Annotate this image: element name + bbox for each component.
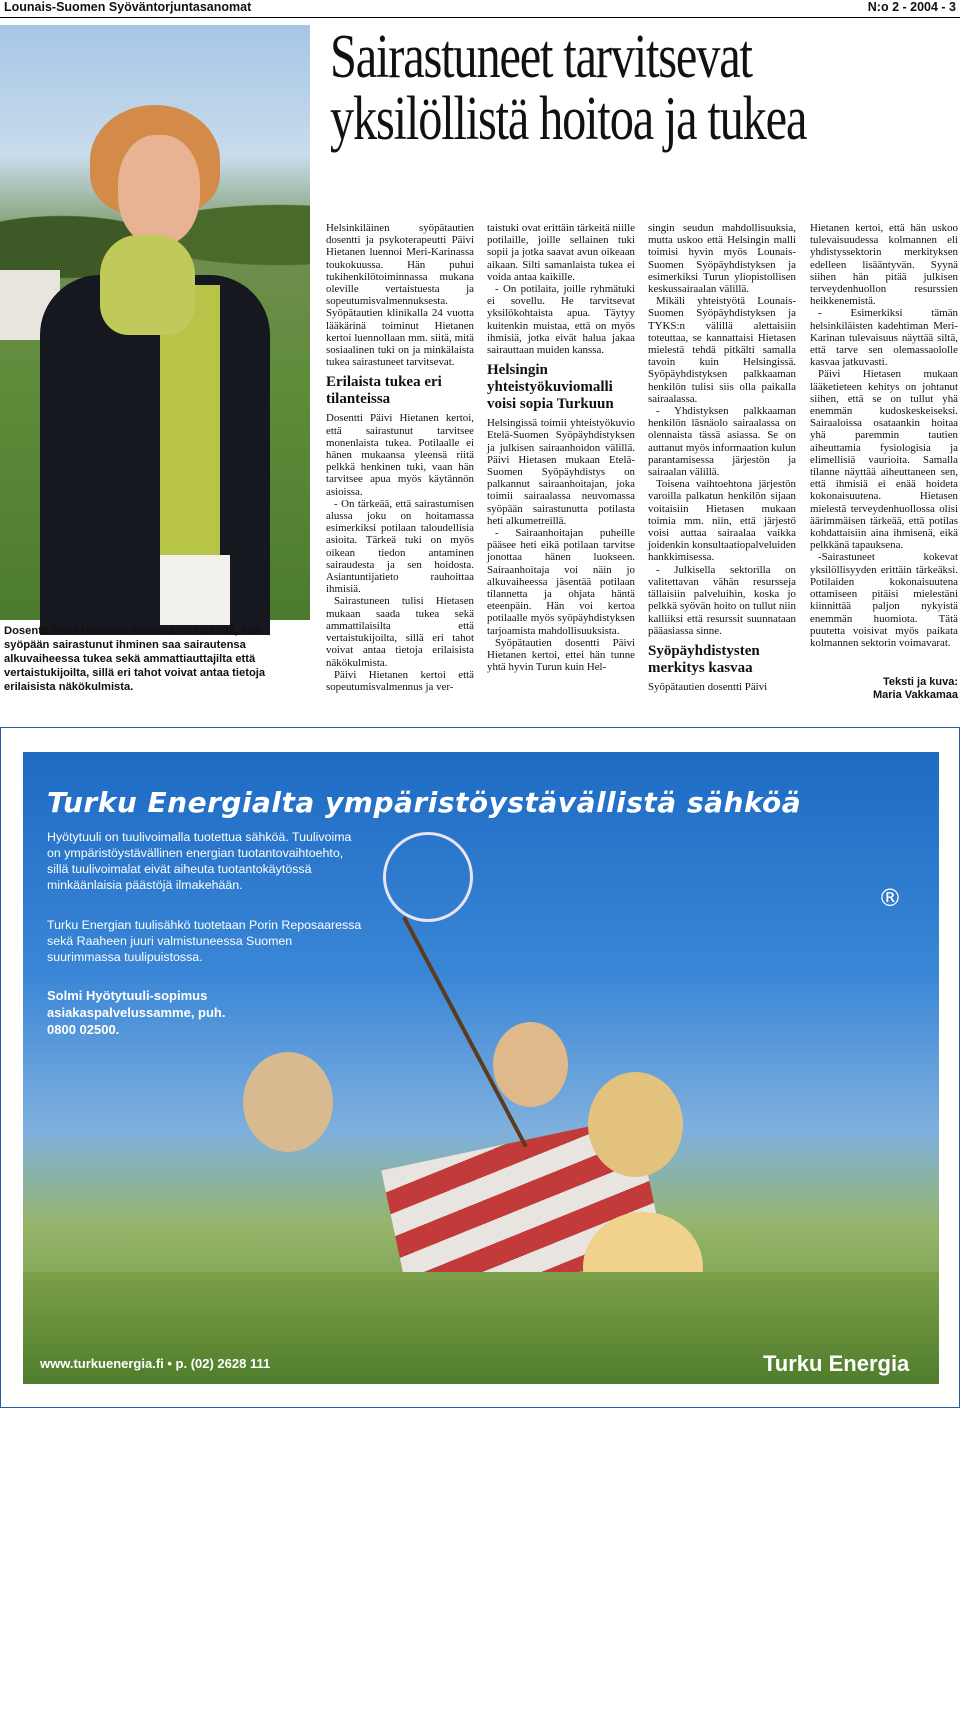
paragraph: Syöpätautien dosentti Päivi (648, 680, 768, 693)
subheading: Erilaista tukea eri tilanteissa (326, 374, 442, 408)
portrait-photo (0, 25, 310, 620)
paragraph: - On tärkeää, että sairastumisen alussa joku on hoitamassa esimerkiksi potilaan taloudellisia asioita. Tärkeä tuki on myös oikean tiedon antaminen sairaudesta ja sen hoidosta. Asiantuntijatieto rauhoittaa ihmisiä. (326, 497, 474, 596)
credit-author: Maria Vakkamaa (872, 689, 958, 701)
hyotytuuli-logo (675, 1555, 894, 1731)
headline-line-1: Sairastuneet tarvitsevat (330, 23, 752, 91)
paragraph: Helsingissä toimii yhteistyökuvio Etelä-Suomen Syöpäyhdistyksen ja julkisen sairaanhoidon välillä. Päivi Hietasen mukaan Etelä-Suomen Syöpäyhdistys on palkannut sairaanhoitajan, joka toimii sairaalassa neuvomassa syöpään sairastunutta potilasta heti alkumetreillä. (487, 417, 635, 527)
paragraph: Mikäli yhteistyötä Lounais-Suomen Syöpäyhdistyksen ja TYKS:n välillä alettaisiin toteuttaa, se kannattaisi Hietasen mielestä tehdä pitkälti samalla tavoin kuin Helsingissä. Syöpäyhdistyksen palkkaaman henkilön tulisi siis olla paikalla sairaalassa. (648, 295, 796, 405)
article-column-4 (810, 222, 958, 649)
paragraph: taistuki ovat erittäin tärkeitä niille potilaille, joille sellainen tuki sopii ja jotka saavat avun oikeaan aikaan. Silti samanlaista tukea ei voida antaa kaikille. (487, 222, 635, 283)
paragraph: Sairastuneen tulisi Hietasen mukaan saada tukea sekä ammattilaisilta että vertaistukijoilta, sillä eri tahot voivat antaa tietoja erilaisista näkökulmista. (326, 595, 474, 669)
photo-caption: Dosentti Päivi Hietasen mielestä on tärkeää, että syöpään sairastunut ihminen saa sairautensa alkuvaiheessa tukea sekä ammattiauttajilta että vertaistukijoilta, sillä eri tahot voivat antaa tietoja erilaisista näkökulmista. (4, 625, 266, 693)
paragraph: - Yhdistyksen palkkaaman henkilön läsnäolo sairaalassa on olennaista tässä asiassa. Se on auttanut myös informaation kulun parantamisessa järjestön ja sairaalan välillä. (648, 405, 796, 479)
ad-title: Turku Energialta ympäristöystävällistä sähköä (47, 786, 802, 819)
ad-paragraph-1: Hyötytuuli on tuulivoimalla tuotettua sähköä. Tuulivoima on ympäristöystävällinen energian tuotantovaihtoehto, sillä tuulivoimalat eivät aiheuta tuotantokäytössä minkäänlaisia päästöjä ilmakehään. (47, 830, 352, 892)
paragraph: Helsinkiläinen syöpätautien dosentti ja psykoterapeutti Päivi Hietanen luennoi Meri-Karinassa toukokuussa. Hän puhui tukihenkilötoiminnassa mukana oleville vertaistuesta ja sopeutumisvalmennuksesta. Syöpätautien klinikalla 24 vuotta lääkärinä toiminut Hietanen kertoi luennollaan mm. siitä, mitä sosiaalinen tuki on ja minkälaista tukea sairastuneet tarvitsevat. (326, 222, 474, 369)
photo-face (118, 135, 200, 245)
photo-pants (160, 555, 230, 625)
paragraph: - Esimerkiksi tämän helsinkiläisten kadehtiman Meri-Karinan tulevaisuus näyttää siltä, että tarve sen olemassaololle kasvaa jatkuvasti. (810, 307, 958, 369)
article-column-1 (326, 222, 474, 693)
credit-label: Teksti ja kuva: (883, 676, 958, 688)
ad-footer-url[interactable]: www.turkuenergia.fi • p. (02) 2628 111 (40, 1356, 271, 1371)
article-column-2 (487, 222, 635, 674)
paragraph: Dosentti Päivi Hietanen kertoi, että sairastunut tarvitsee monenlaista tukea. Potilaalle ei hänen mukaansa yleensä riitä pelkkä henkinen tuki, vaan hän tarvitsee apua myös käytännön asioissa. (326, 412, 474, 498)
article-headline (330, 23, 821, 153)
ad-paragraph-2: Turku Energian tuulisähkö tuotetaan Porin Reposaaressa sekä Raaheen juuri valmistuneessa Suomen suurimmassa tuulipuistossa. (47, 918, 362, 964)
paragraph: Hietanen kertoi, että hän uskoo tulevaisuudessa kolmannen eli yhdistyssektorin merkityksen edelleen lisääntyvän. Syynä siihen hän pitää julkisen terveydenhuollon resurssien heikkenemistä. (810, 222, 958, 308)
paragraph: - Sairaanhoitajan puheille pääsee heti eikä potilaan tarvitse jonottaa hänen luokseen. Sairaanhoitaja voi näin jo alkuvaiheessa jäsentää potilaan tilannetta ja ohjata häntä eteenpäin. Hän voi kertoa potilaalle myös syöpäyhdistyksen tarjoamista mahdollisuuksista. (487, 527, 635, 637)
registered-mark: ® (878, 884, 902, 912)
logo-line-1: HYÖTY (690, 1571, 863, 1646)
logo-line-2: TUULI (698, 1629, 850, 1701)
author-credit (862, 676, 958, 702)
ad-brand-logo: Turku Energia (763, 1351, 910, 1376)
issue-number: N:o 2 - 2004 - 3 (867, 0, 956, 14)
paragraph: - Julkisella sektorilla on valitettavan vähän resursseja tällaisiin palveluihin, koska jo pelkkä syövän hoito on tullut niin kalliiksi että resurssit suunnataan pääasiassa sinne. (648, 563, 796, 637)
subheading: Helsingin yhteistyökuviomalli voisi sopia Turkuun (487, 362, 614, 413)
ad-call-to-action: Solmi Hyötytuuli-sopimus asiakaspalvelussamme, puh. 0800 02500. (47, 988, 226, 1037)
photo-hoop (383, 832, 473, 922)
article-column-3 (648, 222, 796, 693)
paragraph: Päivi Hietanen kertoi että sopeutumisvalmennus ja ver- (326, 668, 474, 693)
subheading: Syöpäyhdistysten merkitys kasvaa (648, 642, 760, 676)
paragraph: singin seudun mahdollisuuksia, mutta uskoo että Helsingin malli toimisi hyvin myös Lounais-Suomen Syöpäyhdistyksen ja esimerkiksi Turun yliopistollisen keskussairaalan välillä. (648, 222, 796, 296)
photo-child-3 (493, 1022, 568, 1107)
paragraph: -Sairastuneet kokevat yksilöllisyyden erittäin tärkeäksi. Potilaiden kokonaisuutena ottamiseen pitäisi mielestäni kiinnittää paljon nykyistä enemmän huomiota. Tätä puutetta voisivat myös paikata kolmannen sektorin voimavarat. (810, 551, 958, 649)
paragraph: Syöpätautien dosentti Päivi Hietanen kertoi, ettei hän tunne yhtä hyvin Turun kuin Hel- (487, 636, 635, 674)
publication-name: Lounais-Suomen Syöväntorjuntasanomat (4, 0, 252, 14)
headline-line-2: yksilöllistä hoitoa ja tukea (330, 85, 807, 153)
photo-child-1 (243, 1052, 333, 1152)
paragraph: - On potilaita, joille ryhmätuki ei sovellu. He tarvitsevat yksilökohtaista apua. Täytyy kuitenkin muistaa, että on myös ihmisiä, jotka eivät halua jakaa sairauttaan muiden kanssa. (487, 283, 635, 357)
paragraph: Toisena vaihtoehtona järjestön varoilla palkatun henkilön sijaan voitaisiin Hietasen mukaan toimia mm. niin, että järjestö voisi auttaa sairaalaa vaikka joidenkin konsultaatiopalveluiden hankkimisessa. (648, 478, 796, 564)
photo-child-2 (588, 1072, 683, 1177)
header-rule (0, 17, 960, 18)
photo-scarf (100, 235, 195, 335)
page-header (0, 0, 960, 20)
paragraph: Päivi Hietasen mukaan lääketieteen kehitys on johtanut siihen, että se on tullut yhä enemmän kudoskeskeiseksi. Sairaaloissa osataankin hoitaa yhä paremmin tautien aiheuttamia fysiologisia ja elimellisiä vaurioita. Samalla tilanne näyttää aiheuttaneen sen, että ihmisiä ei enää hoideta kokonaisuutena. Hietasen mielestä terveydenhuollossa olisi äärimmäisen tärkeää, että potilas kohdattaisiin aina ihmisenä, eikä pelkkänä tapauksena. (810, 368, 958, 552)
